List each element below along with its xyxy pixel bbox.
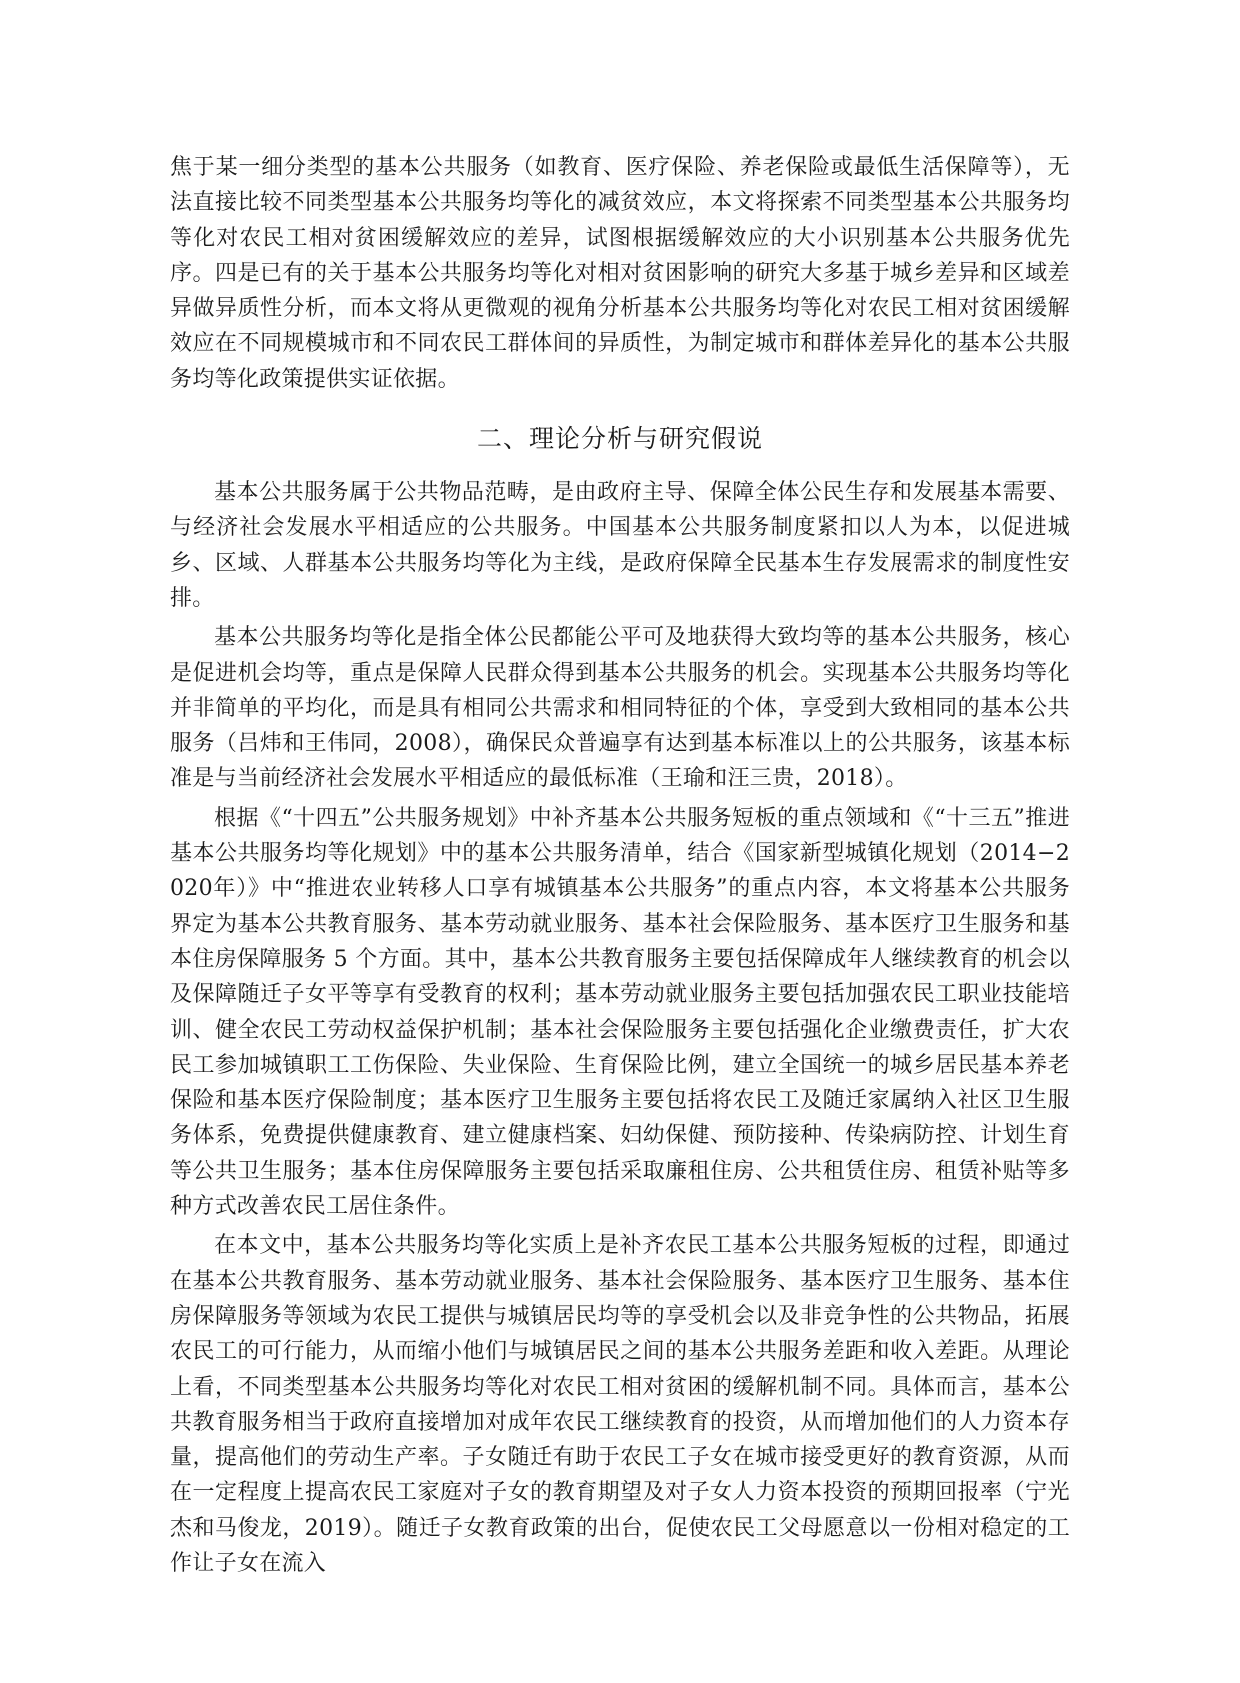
body-paragraph-1: 基本公共服务属于公共物品范畴，是由政府主导、保障全体公民生存和发展基本需要、与经济社会发展水平相适应的公共服务。中国基本公共服务制度紧扣以人为本，以促进城乡、区域、人群基本公共服务均等化为主线，是政府保障全民基本生存发展需求的制度性安排。 xyxy=(170,480,1070,611)
body-paragraph-3: 根据《“十四五”公共服务规划》中补齐基本公共服务短板的重点领域和《“十三五”推进基本公共服务均等化规划》中的基本公共服务清单，结合《国家新型城镇化规划（2014−2020年）》中“推进农业转移人口享有城镇基本公共服务”的重点内容，本文将基本公共服务界定为基本公共教育服务、基本劳动就业服务、基本社会保险服务、基本医疗卫生服务和基本住房保障服务 5 个方面。其中，基本公共教育服务主要包括保障成年人继续教育的机会以及保障随迁子女平等享有受教育的权利；基本劳动就业服务主要包括加强农民工职业技能培训、健全农民工劳动权益保护机制；基本社会保险服务主要包括强化企业缴费责任，扩大农民工参加城镇职工工伤保险、失业保险、生育保险比例，建立全国统一的城乡居民基本养老保险和基本医疗保险制度；基本医疗卫生服务主要包括将农民工及随迁家属纳入社区卫生服务体系，免费提供健康教育、建立健康档案、妇幼保健、预防接种、传染病防控、计划生育等公共卫生服务；基本住房保障服务主要包括采取廉租住房、公共租赁住房、租赁补贴等多种方式改善农民工居住条件。 xyxy=(170,805,1070,1220)
body-paragraph-4: 在本文中，基本公共服务均等化实质上是补齐农民工基本公共服务短板的过程，即通过在基本公共教育服务、基本劳动就业服务、基本社会保险服务、基本医疗卫生服务、基本住房保障服务等领域为农民工提供与城镇居民均等的享受机会以及非竞争性的公共物品，拓展农民工的可行能力，从而缩小他们与城镇居民之间的基本公共服务差距和收入差距。从理论上看，不同类型基本公共服务均等化对农民工相对贫困的缓解机制不同。具体而言，基本公共教育服务相当于政府直接增加对成年农民工继续教育的投资，从而增加他们的人力资本存量，提高他们的劳动生产率。子女随迁有助于农民工子女在城市接受更好的教育资源，从而在一定程度上提高农民工家庭对子女的教育期望及对子女人力资本投资的预期回报率（宁光杰和马俊龙，2019）。随迁子女教育政策的出台，促使农民工父母愿意以一份相对稳定的工作让子女在流入 xyxy=(170,1233,1070,1576)
intro-paragraph: 焦于某一细分类型的基本公共服务（如教育、医疗保险、养老保险或最低生活保障等），无法直接比较不同类型基本公共服务均等化的减贫效应，本文将探索不同类型基本公共服务均等化对农民工相对贫困缓解效应的差异，试图根据缓解效应的大小识别基本公共服务优先序。四是已有的关于基本公共服务均等化对相对贫困影响的研究大多基于城乡差异和区域差异做异质性分析，而本文将从更微观的视角分析基本公共服务均等化对农民工相对贫困缓解效应在不同规模城市和不同农民工群体间的异质性，为制定城市和群体差异化的基本公共服务均等化政策提供实证依据。 xyxy=(170,155,1070,392)
document-page xyxy=(170,150,1070,1581)
section-heading: 二、理论分析与研究假说 xyxy=(476,424,763,454)
body-paragraph-2: 基本公共服务均等化是指全体公民都能公平可及地获得大致均等的基本公共服务，核心是促进机会均等，重点是保障人民群众得到基本公共服务的机会。实现基本公共服务均等化并非简单的平均化，而是具有相同公共需求和相同特征的个体，享受到大致相同的基本公共服务（吕炜和王伟同，2008），确保民众普遍享有达到基本标准以上的公共服务，该基本标准是与当前经济社会发展水平相适应的最低标准（王瑜和汪三贵，2018）。 xyxy=(170,625,1070,792)
